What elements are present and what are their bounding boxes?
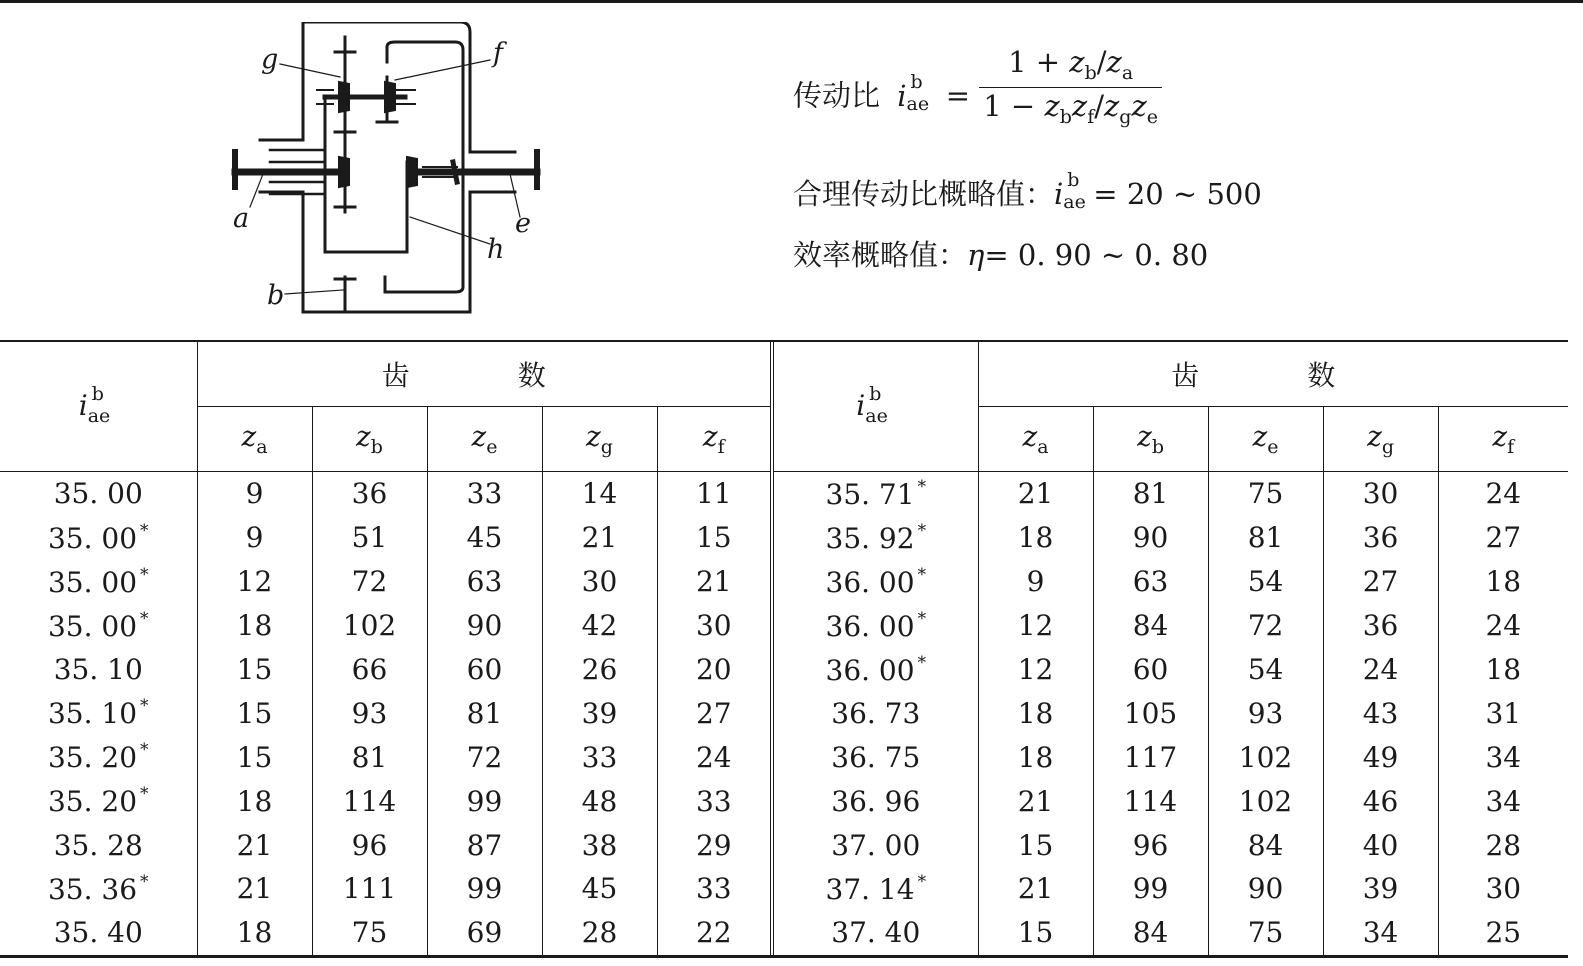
reasonable-ratio-label: 合理传动比概略值： — [793, 177, 1055, 211]
teeth-cell-zb: 117 — [1093, 735, 1208, 779]
teeth-cell-za: 15 — [978, 911, 1093, 955]
top-rule — [0, 0, 1583, 3]
teeth-cell-zb: 105 — [1093, 691, 1208, 735]
col-header-zb-left: $z_b$ — [312, 407, 427, 472]
teeth-cell-zf: 24 — [657, 735, 772, 779]
teeth-cell-zg: 36 — [1323, 604, 1438, 648]
table-row — [0, 472, 1568, 516]
teeth-cell-za: 15 — [197, 691, 312, 735]
teeth-cell-zb: 96 — [312, 823, 427, 867]
teeth-cell-zb: 81 — [1093, 472, 1208, 516]
ratio-cell: 37. 40 — [772, 911, 978, 955]
teeth-cell-zf: 30 — [1438, 867, 1568, 911]
ratio-header-right: i b ae — [772, 341, 978, 472]
teeth-group-header-left: 齿 数 — [197, 341, 772, 407]
teeth-cell-zg: 27 — [1323, 560, 1438, 604]
teeth-cell-ze: 90 — [1208, 867, 1323, 911]
teeth-cell-ze: 75 — [1208, 911, 1323, 955]
teeth-cell-zg: 49 — [1323, 735, 1438, 779]
teeth-cell-za: 21 — [197, 823, 312, 867]
teeth-cell-zb: 99 — [1093, 867, 1208, 911]
ratio-denominator: $1 - z_bz_f/z_gz_e$ — [979, 87, 1162, 127]
ratio-cell: 36. 75 — [772, 735, 978, 779]
col-header-zf-left: $z_f$ — [657, 407, 772, 472]
teeth-cell-za: 18 — [978, 691, 1093, 735]
teeth-cell-zg: 33 — [542, 735, 657, 779]
teeth-cell-za: 18 — [978, 516, 1093, 560]
teeth-cell-zb: 114 — [1093, 779, 1208, 823]
ratio-fraction — [979, 45, 1162, 128]
ratio-cell: 35. 40 — [53, 916, 143, 950]
col-header-zg-right: $z_g$ — [1323, 407, 1438, 472]
col-header-za-left: $z_a$ — [197, 407, 312, 472]
teeth-cell-zf: 18 — [1438, 648, 1568, 692]
teeth-cell-zg: 34 — [1323, 911, 1438, 955]
teeth-cell-ze: 99 — [427, 867, 542, 911]
teeth-cell-ze: 69 — [427, 911, 542, 955]
col-header-zf-right: $z_f$ — [1438, 407, 1568, 472]
diagram-label-a: a — [233, 203, 250, 234]
teeth-cell-zg: 30 — [542, 560, 657, 604]
teeth-cell-zb: 60 — [1093, 648, 1208, 692]
teeth-cell-zg: 39 — [542, 691, 657, 735]
teeth-cell-za: 21 — [197, 867, 312, 911]
teeth-cell-zg: 21 — [542, 516, 657, 560]
teeth-cell-zb: 63 — [1093, 560, 1208, 604]
ratio-cell: 37. 14 * — [772, 867, 978, 911]
recommended-mark: * — [140, 871, 149, 892]
teeth-cell-zg: 46 — [1323, 779, 1438, 823]
recommended-mark: * — [140, 564, 149, 585]
teeth-cell-ze: 87 — [427, 823, 542, 867]
teeth-cell-zb: 51 — [312, 516, 427, 560]
ratio-symbol: i — [897, 78, 907, 113]
recommended-mark: * — [140, 784, 149, 805]
ratio-cell: 35. 28 — [53, 828, 143, 862]
diagram-label-e: e — [515, 208, 531, 239]
teeth-cell-zb: 102 — [312, 604, 427, 648]
teeth-cell-za: 15 — [197, 648, 312, 692]
ratio-label: 传动比 — [793, 78, 881, 113]
teeth-cell-zb: 111 — [312, 867, 427, 911]
teeth-cell-ze: 84 — [1208, 823, 1323, 867]
teeth-cell-za: 21 — [978, 472, 1093, 516]
teeth-cell-zf: 29 — [657, 823, 772, 867]
col-header-zg-left: $z_g$ — [542, 407, 657, 472]
teeth-cell-zb: 84 — [1093, 604, 1208, 648]
teeth-cell-zb: 93 — [312, 691, 427, 735]
ratio-cell: 35. 10 * — [47, 696, 149, 731]
teeth-cell-zb: 81 — [312, 735, 427, 779]
teeth-cell-za: 18 — [197, 911, 312, 955]
recommended-mark: * — [917, 871, 927, 892]
teeth-cell-ze: 93 — [1208, 691, 1323, 735]
teeth-cell-zf: 22 — [657, 911, 772, 955]
teeth-cell-zg: 42 — [542, 604, 657, 648]
ratio-cell: 35. 36 * — [47, 871, 149, 906]
ratio-cell: 35. 20 * — [47, 740, 149, 775]
teeth-cell-zg: 40 — [1323, 823, 1438, 867]
ratio-cell: 36. 73 — [772, 691, 978, 735]
teeth-cell-za: 9 — [197, 472, 312, 516]
teeth-cell-za: 12 — [978, 604, 1093, 648]
teeth-cell-za: 15 — [197, 735, 312, 779]
teeth-cell-zb: 75 — [312, 911, 427, 955]
teeth-cell-zf: 31 — [1438, 691, 1568, 735]
teeth-cell-za: 12 — [978, 648, 1093, 692]
teeth-cell-zg: 14 — [542, 472, 657, 516]
ratio-cell: 35. 92 * — [772, 516, 978, 560]
table-row — [0, 560, 1568, 604]
table-row — [0, 691, 1568, 735]
ratio-cell: 35. 20 * — [47, 784, 149, 819]
teeth-cell-ze: 99 — [427, 779, 542, 823]
teeth-cell-za: 18 — [197, 604, 312, 648]
teeth-cell-zf: 18 — [1438, 560, 1568, 604]
teeth-cell-zg: 36 — [1323, 516, 1438, 560]
ratio-cell: 36. 00 * — [772, 560, 978, 604]
teeth-cell-ze: 102 — [1208, 735, 1323, 779]
teeth-cell-za: 12 — [197, 560, 312, 604]
teeth-cell-zg: 26 — [542, 648, 657, 692]
teeth-cell-ze: 75 — [1208, 472, 1323, 516]
teeth-cell-zf: 34 — [1438, 735, 1568, 779]
recommended-mark: * — [917, 520, 927, 541]
ratio-cell: 36. 96 — [772, 779, 978, 823]
ratio-cell: 35. 00 * — [47, 564, 149, 599]
ratio-cell: 36. 00 * — [772, 604, 978, 648]
teeth-cell-zb: 114 — [312, 779, 427, 823]
recommended-mark: * — [917, 564, 927, 585]
recommended-mark: * — [140, 696, 149, 717]
ratio-cell: 35. 10 — [53, 653, 143, 686]
teeth-cell-zg: 28 — [542, 911, 657, 955]
teeth-cell-zf: 28 — [1438, 823, 1568, 867]
teeth-cell-zb: 72 — [312, 560, 427, 604]
teeth-cell-ze: 45 — [427, 516, 542, 560]
teeth-cell-zf: 20 — [657, 648, 772, 692]
teeth-group-header-right: 齿 数 — [978, 341, 1568, 407]
teeth-cell-zb: 66 — [312, 648, 427, 692]
ratio-cell: 35. 00 * — [47, 608, 149, 643]
table-row — [0, 735, 1568, 779]
teeth-cell-zb: 90 — [1093, 516, 1208, 560]
teeth-cell-zg: 48 — [542, 779, 657, 823]
ratio-cell: 35. 00 * — [47, 520, 149, 555]
teeth-cell-zb: 36 — [312, 472, 427, 516]
teeth-cell-zf: 30 — [657, 604, 772, 648]
teeth-cell-ze: 54 — [1208, 560, 1323, 604]
teeth-cell-za: 9 — [978, 560, 1093, 604]
teeth-cell-zf: 11 — [657, 472, 772, 516]
teeth-cell-ze: 63 — [427, 560, 542, 604]
teeth-cell-zb: 96 — [1093, 823, 1208, 867]
teeth-cell-zg: 45 — [542, 867, 657, 911]
teeth-cell-zb: 84 — [1093, 911, 1208, 955]
col-header-za-right: $z_a$ — [978, 407, 1093, 472]
table-row — [0, 648, 1568, 692]
teeth-cell-zf: 33 — [657, 867, 772, 911]
ratio-cell: 35. 71 * — [772, 472, 978, 516]
ratio-numerator: $1 + z_b/z_a$ — [1008, 45, 1134, 84]
teeth-cell-zf: 27 — [1438, 516, 1568, 560]
table-row — [0, 779, 1568, 823]
ratio-cell: 35. 00 — [53, 477, 143, 511]
recommended-mark: * — [917, 608, 927, 629]
teeth-cell-zf: 24 — [1438, 472, 1568, 516]
teeth-cell-ze: 81 — [427, 691, 542, 735]
table-row — [0, 516, 1568, 560]
table-row — [0, 823, 1568, 867]
teeth-cell-ze: 54 — [1208, 648, 1323, 692]
col-header-ze-right: $z_e$ — [1208, 407, 1323, 472]
teeth-cell-za: 21 — [978, 867, 1093, 911]
diagram-label-b: b — [267, 280, 285, 311]
table-row — [0, 911, 1568, 955]
recommended-mark: * — [140, 608, 149, 629]
table-row — [0, 604, 1568, 648]
teeth-cell-ze: 102 — [1208, 779, 1323, 823]
col-header-zb-right: $z_b$ — [1093, 407, 1208, 472]
col-header-ze-left: $z_e$ — [427, 407, 542, 472]
ratio-header-left: i b ae — [0, 341, 197, 472]
teeth-cell-zf: 27 — [657, 691, 772, 735]
teeth-cell-zf: 21 — [657, 560, 772, 604]
teeth-cell-zg: 39 — [1323, 867, 1438, 911]
teeth-cell-zg: 30 — [1323, 472, 1438, 516]
efficiency-symbol: η — [967, 238, 985, 272]
teeth-cell-za: 18 — [978, 735, 1093, 779]
teeth-cell-zf: 33 — [657, 779, 772, 823]
table-bottom-rule — [0, 955, 1568, 958]
teeth-cell-ze: 90 — [427, 604, 542, 648]
recommended-mark: * — [917, 476, 927, 497]
teeth-cell-zf: 25 — [1438, 911, 1568, 955]
teeth-cell-zf: 34 — [1438, 779, 1568, 823]
teeth-cell-ze: 81 — [1208, 516, 1323, 560]
ratio-cell: 37. 00 — [772, 823, 978, 867]
teeth-cell-zf: 24 — [1438, 604, 1568, 648]
diagram-label-f: f — [493, 38, 503, 69]
recommended-mark: * — [140, 740, 149, 761]
recommended-mark: * — [140, 520, 149, 541]
recommended-mark: * — [917, 652, 927, 673]
efficiency-value: = 0. 90 ~ 0. 80 — [984, 238, 1209, 272]
gear-tooth-table — [0, 341, 1568, 955]
teeth-cell-za: 15 — [978, 823, 1093, 867]
teeth-cell-za: 18 — [197, 779, 312, 823]
table-row — [0, 867, 1568, 911]
teeth-cell-zg: 24 — [1323, 648, 1438, 692]
teeth-cell-ze: 72 — [1208, 604, 1323, 648]
teeth-cell-ze: 33 — [427, 472, 542, 516]
reasonable-ratio-value: = 20 ~ 500 — [1093, 177, 1262, 211]
teeth-cell-zg: 43 — [1323, 691, 1438, 735]
teeth-cell-zf: 15 — [657, 516, 772, 560]
teeth-cell-ze: 72 — [427, 735, 542, 779]
teeth-cell-za: 9 — [197, 516, 312, 560]
diagram-label-g: g — [261, 44, 279, 75]
gear-train-diagram — [225, 22, 555, 322]
diagram-label-h: h — [487, 234, 505, 265]
teeth-cell-ze: 60 — [427, 648, 542, 692]
efficiency-label: 效率概略值： — [793, 238, 968, 272]
teeth-cell-za: 21 — [978, 779, 1093, 823]
ratio-cell: 36. 00 * — [772, 648, 978, 692]
teeth-cell-zg: 38 — [542, 823, 657, 867]
